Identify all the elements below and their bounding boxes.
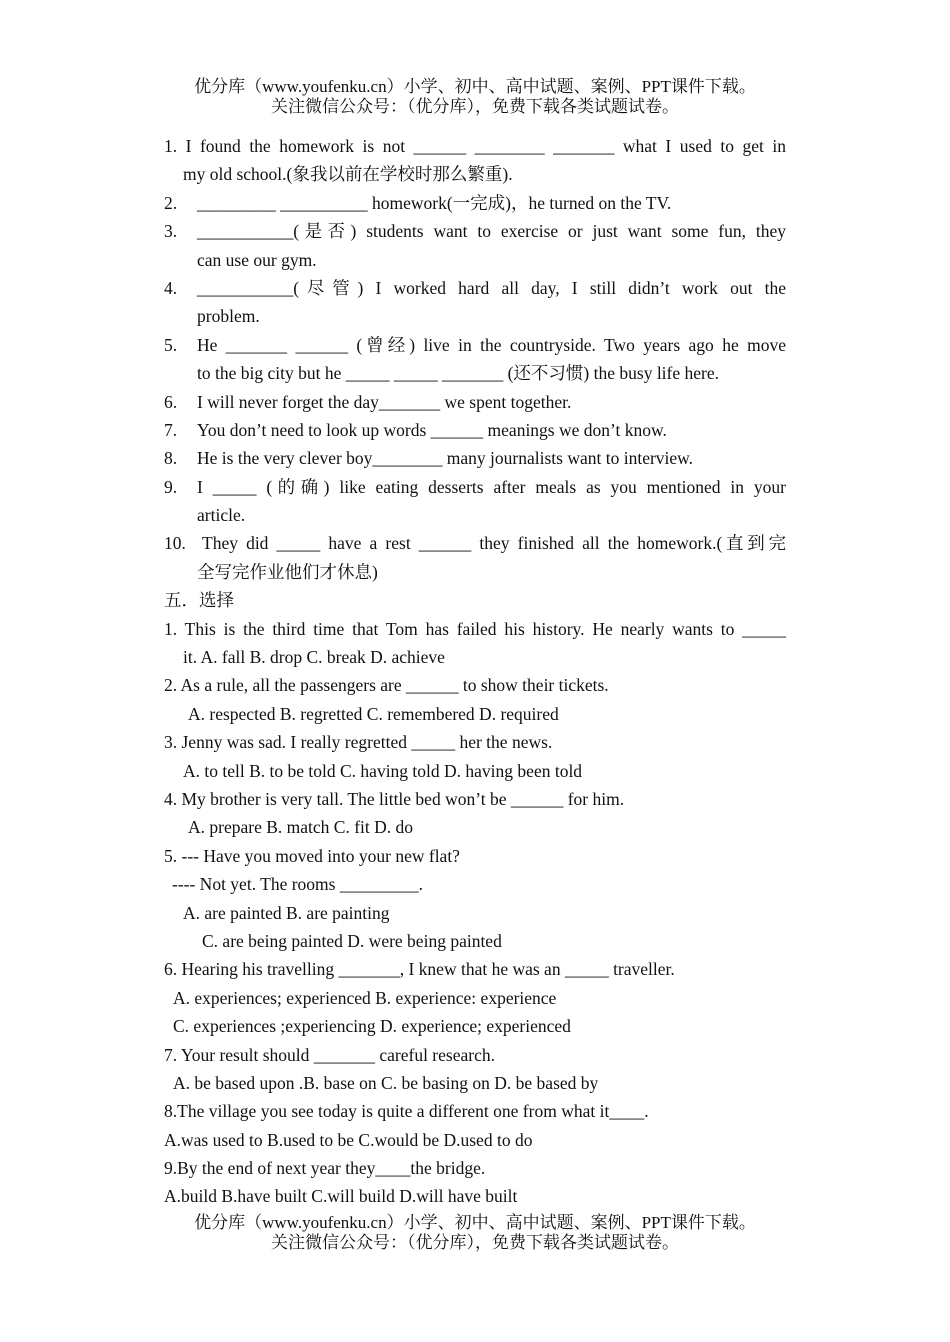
mc-8-options: A.was used to B.used to be C.would be D.used to do [164,1129,533,1150]
fill-in-4 [164,274,786,302]
question-number: 5. [164,334,178,355]
question-number: 7. [164,419,178,440]
fill-in-5-text: He _______ ______ (曾经) live in the countryside. Two years ago he move [197,334,786,355]
fill-in-4-line-2: problem. [197,306,260,327]
question-number: 4. [164,277,178,298]
question-number: 10. [164,533,186,554]
fill-in-10 [164,529,786,557]
header-line-2: 关注微信公众号：（优分库），免费下载各类试题试卷。 [271,97,679,116]
fill-in-5-line-2: to the big city but he _____ _____ _______ (还不习惯) the busy life here. [197,363,720,384]
mc-9-stem: 9.By the end of next year they____the bridge. [164,1158,486,1179]
fill-in-3 [164,217,786,245]
fill-in-7-text: You don’t need to look up words ______ meanings we don’t know. [197,419,667,440]
mc-1-options: it. A. fall B. drop C. break D. achieve [183,647,445,668]
fill-in-5 [164,331,786,359]
question-number: 3. [164,221,178,242]
mc-5-options-a: A. are painted B. are painting [183,902,390,923]
fill-in-9-text: I _____ (的确) like eating desserts after meals as you mentioned in your [197,476,786,497]
fill-in-2-text: _________ __________ homework(一完成)，he turned on the TV. [197,192,672,213]
fill-in-10-text: They did _____ have a rest ______ they finished all the homework.(直到完 [202,533,786,554]
page-header [0,77,950,117]
mc-6-options-a: A. experiences; experienced B. experience: experience [173,987,557,1008]
mc-8-stem: 8.The village you see today is quite a different one from what it____. [164,1101,649,1122]
footer-line-2: 关注微信公众号：（优分库），免费下载各类试题试卷。 [271,1233,679,1252]
fill-in-6-text: I will never forget the day_______ we spent together. [197,391,572,412]
fill-in-8-text: He is the very clever boy________ many journalists want to interview. [197,448,694,469]
page-footer [0,1213,950,1253]
fill-in-7 [164,416,786,444]
mc-3-stem: 3. Jenny was sad. I really regretted _____ her the news. [164,732,553,753]
mc-5-stem: 5. --- Have you moved into your new flat? [164,845,460,866]
fill-in-6 [164,388,786,416]
footer-line-1: 优分库（www.youfenku.cn）小学、初中、高中试题、案例、PPT课件下载。 [194,1213,756,1232]
mc-5-reply: ---- Not yet. The rooms _________. [172,874,423,895]
fill-in-9-line-2: article. [197,505,246,526]
exercise-content [164,132,786,1211]
question-number: 2. [164,192,178,213]
mc-4-options: A. prepare B. match C. fit D. do [188,817,414,838]
question-number: 9. [164,476,178,497]
mc-1-stem: 1. This is the third time that Tom has failed his history. He nearly wants to _____ [164,618,786,639]
mc-7-options: A. be based upon .B. base on C. be basing on D. be based by [173,1072,599,1093]
fill-in-1-line-2: my old school.(象我以前在学校时那么繁重). [183,164,513,185]
fill-in-8 [164,444,786,472]
fill-in-10-line-2: 全写完作业他们才休息) [197,561,378,582]
mc-7-stem: 7. Your result should _______ careful research. [164,1044,495,1065]
mc-2-options: A. respected B. regretted C. remembered D. required [188,703,559,724]
header-line-1: 优分库（www.youfenku.cn）小学、初中、高中试题、案例、PPT课件下载。 [194,77,756,96]
fill-in-2 [164,189,786,217]
question-number: 6. [164,391,178,412]
section-title: 五．选择 [164,590,234,611]
mc-6-options-b: C. experiences ;experiencing D. experience; experienced [173,1016,571,1037]
mc-2-stem: 2. As a rule, all the passengers are ______ to show their tickets. [164,675,609,696]
fill-in-9 [164,473,786,501]
mc-5-options-b: C. are being painted D. were being painted [202,930,502,951]
fill-in-1-line-1: 1. I found the homework is not ______ ________ _______ what I used to get in [164,136,786,156]
fill-in-4-text: ___________(尽管) I worked hard all day, I still didn’t work out the [197,277,786,298]
fill-in-3-line-2: can use our gym. [197,249,317,270]
fill-in-3-text: ___________(是否) students want to exercise or just want some fun, they [197,221,786,242]
question-number: 8. [164,448,178,469]
mc-4-stem: 4. My brother is very tall. The little bed won’t be ______ for him. [164,788,625,809]
mc-3-options: A. to tell B. to be told C. having told D. having been told [183,760,583,781]
mc-9-options: A.build B.have built C.will build D.will have built [164,1186,518,1207]
mc-6-stem: 6. Hearing his travelling _______, I knew that he was an _____ traveller. [164,959,675,980]
